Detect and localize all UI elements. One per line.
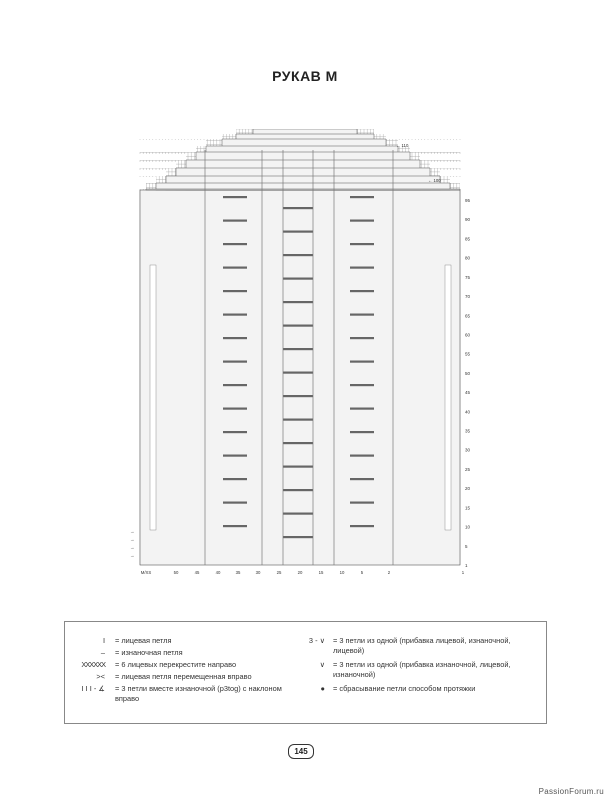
legend-symbol-knit: I bbox=[102, 636, 105, 645]
cable-band-right bbox=[350, 243, 374, 245]
legend-text-moved: = лицевая петля перемещенная вправо bbox=[115, 672, 252, 681]
cable-band-center bbox=[283, 419, 313, 421]
cable-band-right bbox=[350, 384, 374, 386]
row-label: 10 bbox=[465, 524, 471, 530]
cap-mask-right bbox=[386, 133, 461, 139]
cable-band-left bbox=[223, 196, 247, 198]
cable-band-center bbox=[283, 278, 313, 280]
cable-band-right bbox=[350, 314, 374, 316]
cable-band-left bbox=[223, 314, 247, 316]
row-label: 85 bbox=[465, 236, 471, 242]
page-number: 145 bbox=[288, 744, 314, 759]
cable-band-left bbox=[223, 431, 247, 433]
row-label: 65 bbox=[465, 313, 471, 319]
side-gap-right bbox=[445, 265, 451, 530]
row-arrow: → bbox=[130, 537, 135, 542]
row-label: 60 bbox=[465, 332, 471, 338]
legend-symbol-cable: XXXXXX bbox=[81, 660, 105, 669]
row-label: 75 bbox=[465, 274, 471, 280]
cable-band-center bbox=[283, 254, 313, 256]
cable-band-left bbox=[223, 337, 247, 339]
col-label: 10 bbox=[339, 570, 345, 575]
cap-mask-left bbox=[139, 183, 146, 189]
cable-band-center bbox=[283, 489, 313, 491]
cap-mask-left bbox=[139, 140, 206, 146]
row-label: 1 bbox=[465, 563, 468, 568]
row-arrow: → bbox=[130, 553, 135, 558]
cable-band-left bbox=[223, 290, 247, 292]
cable-band-center bbox=[283, 348, 313, 350]
row-label: 25 bbox=[465, 466, 471, 472]
cap-mask-top bbox=[139, 120, 461, 129]
cable-band-center bbox=[283, 466, 313, 468]
col-label: 40 bbox=[215, 570, 221, 575]
legend-text-p3tog: = 3 петли вместе изнаночной (p3tog) с наклоном вправо bbox=[115, 684, 282, 703]
cable-band-left bbox=[223, 478, 247, 480]
cable-band-left bbox=[223, 408, 247, 410]
row-label: 40 bbox=[465, 409, 471, 415]
cap-mask-left bbox=[139, 170, 166, 176]
row-label: 35 bbox=[465, 428, 471, 434]
row-label: 5 bbox=[465, 543, 468, 549]
cable-band-right bbox=[350, 502, 374, 504]
row-arrow: → bbox=[130, 529, 135, 534]
cable-band-right bbox=[350, 525, 374, 527]
legend-text-inc-pkp: = 3 петли из одной (прибавка изнаночной, лицевой, изнаночной) bbox=[333, 660, 511, 679]
col-label: M/XS bbox=[140, 570, 152, 575]
cable-band-center bbox=[283, 536, 313, 538]
cap-mask-right bbox=[420, 154, 461, 160]
cap-mask-left bbox=[139, 133, 222, 139]
cable-band-left bbox=[223, 361, 247, 363]
cable-band-right bbox=[350, 220, 374, 222]
cable-band-left bbox=[223, 267, 247, 269]
row-label: 50 bbox=[465, 370, 471, 376]
col-label: 2 bbox=[387, 570, 391, 575]
legend-symbol-inc-pkp: ∨ bbox=[319, 660, 325, 669]
row-label: 55 bbox=[465, 351, 471, 357]
cable-band-left bbox=[223, 525, 247, 527]
cable-band-right bbox=[350, 196, 374, 198]
row-label: 30 bbox=[465, 447, 471, 453]
col-label: 30 bbox=[255, 570, 261, 575]
legend-text-knit: = лицевая петля bbox=[115, 636, 172, 645]
cable-band-right bbox=[350, 290, 374, 292]
cable-band-center bbox=[283, 395, 313, 397]
side-mark: ← 100 bbox=[428, 178, 441, 183]
cable-band-right bbox=[350, 455, 374, 457]
cable-band-center bbox=[283, 231, 313, 233]
cap-mask-left bbox=[139, 177, 156, 183]
row-label: 20 bbox=[465, 486, 471, 492]
row-arrow: → bbox=[130, 545, 135, 550]
legend-text-drop: = сбрасывание петли способом протяжки bbox=[333, 684, 476, 693]
legend-text-purl: = изнаночная петля bbox=[115, 648, 183, 657]
col-label: 50 bbox=[173, 570, 179, 575]
cap-mask-left bbox=[139, 154, 186, 160]
cap-mask-right bbox=[440, 170, 461, 176]
cable-band-left bbox=[223, 502, 247, 504]
cable-band-right bbox=[350, 267, 374, 269]
col-label: 25 bbox=[276, 570, 282, 575]
row-label: 45 bbox=[465, 390, 471, 396]
chart-cap-step bbox=[146, 189, 460, 190]
row-label: 95 bbox=[465, 198, 471, 203]
cable-band-right bbox=[350, 478, 374, 480]
col-label: 20 bbox=[297, 570, 303, 575]
legend-text-cable: = 6 лицевых перекрестите направо bbox=[115, 660, 237, 669]
cable-band-center bbox=[283, 325, 313, 327]
legend-symbol-moved: >< bbox=[96, 672, 105, 681]
legend-symbol-inc-kpk: 3 - ∨ bbox=[308, 636, 325, 645]
page-title: РУКАВ М bbox=[272, 68, 338, 84]
cable-band-right bbox=[350, 337, 374, 339]
cable-band-right bbox=[350, 361, 374, 363]
watermark: PassionForum.ru bbox=[538, 787, 604, 796]
row-label: 80 bbox=[465, 255, 471, 261]
cable-band-left bbox=[223, 220, 247, 222]
legend-symbol-p3tog: I I I - ∡ bbox=[81, 684, 105, 693]
cap-mask-right bbox=[450, 177, 461, 183]
col-label: 5 bbox=[360, 570, 364, 575]
cable-band-right bbox=[350, 408, 374, 410]
legend-symbol-purl: – bbox=[100, 648, 105, 657]
cable-band-left bbox=[223, 243, 247, 245]
cable-band-center bbox=[283, 513, 313, 515]
cap-mask-right bbox=[430, 162, 461, 168]
col-label: 35 bbox=[235, 570, 241, 575]
col-label: 15 bbox=[318, 570, 324, 575]
legend-box bbox=[64, 621, 547, 724]
cable-band-center bbox=[283, 301, 313, 303]
cap-mask-right bbox=[460, 183, 461, 189]
cable-band-left bbox=[223, 455, 247, 457]
legend-text-inc-kpk: = 3 петли из одной (прибавка лицевой, изнаночной, лицевой) bbox=[333, 636, 511, 655]
side-gap-left bbox=[150, 265, 156, 530]
col-label: 1 bbox=[461, 570, 465, 575]
side-mark: ← 110 bbox=[396, 143, 409, 148]
cable-band-left bbox=[223, 384, 247, 386]
cable-band-center bbox=[283, 442, 313, 444]
cap-mask-right bbox=[410, 146, 461, 152]
col-label: 45 bbox=[194, 570, 200, 575]
row-label: 70 bbox=[465, 294, 471, 300]
cap-mask-left bbox=[139, 146, 196, 152]
cable-band-center bbox=[283, 207, 313, 209]
row-label: 90 bbox=[465, 217, 471, 223]
cable-band-right bbox=[350, 431, 374, 433]
chart-body bbox=[140, 190, 460, 565]
row-label: 15 bbox=[465, 505, 471, 511]
cable-band-center bbox=[283, 372, 313, 374]
cap-mask-left bbox=[139, 162, 176, 168]
legend-symbol-drop: ● bbox=[320, 684, 325, 693]
